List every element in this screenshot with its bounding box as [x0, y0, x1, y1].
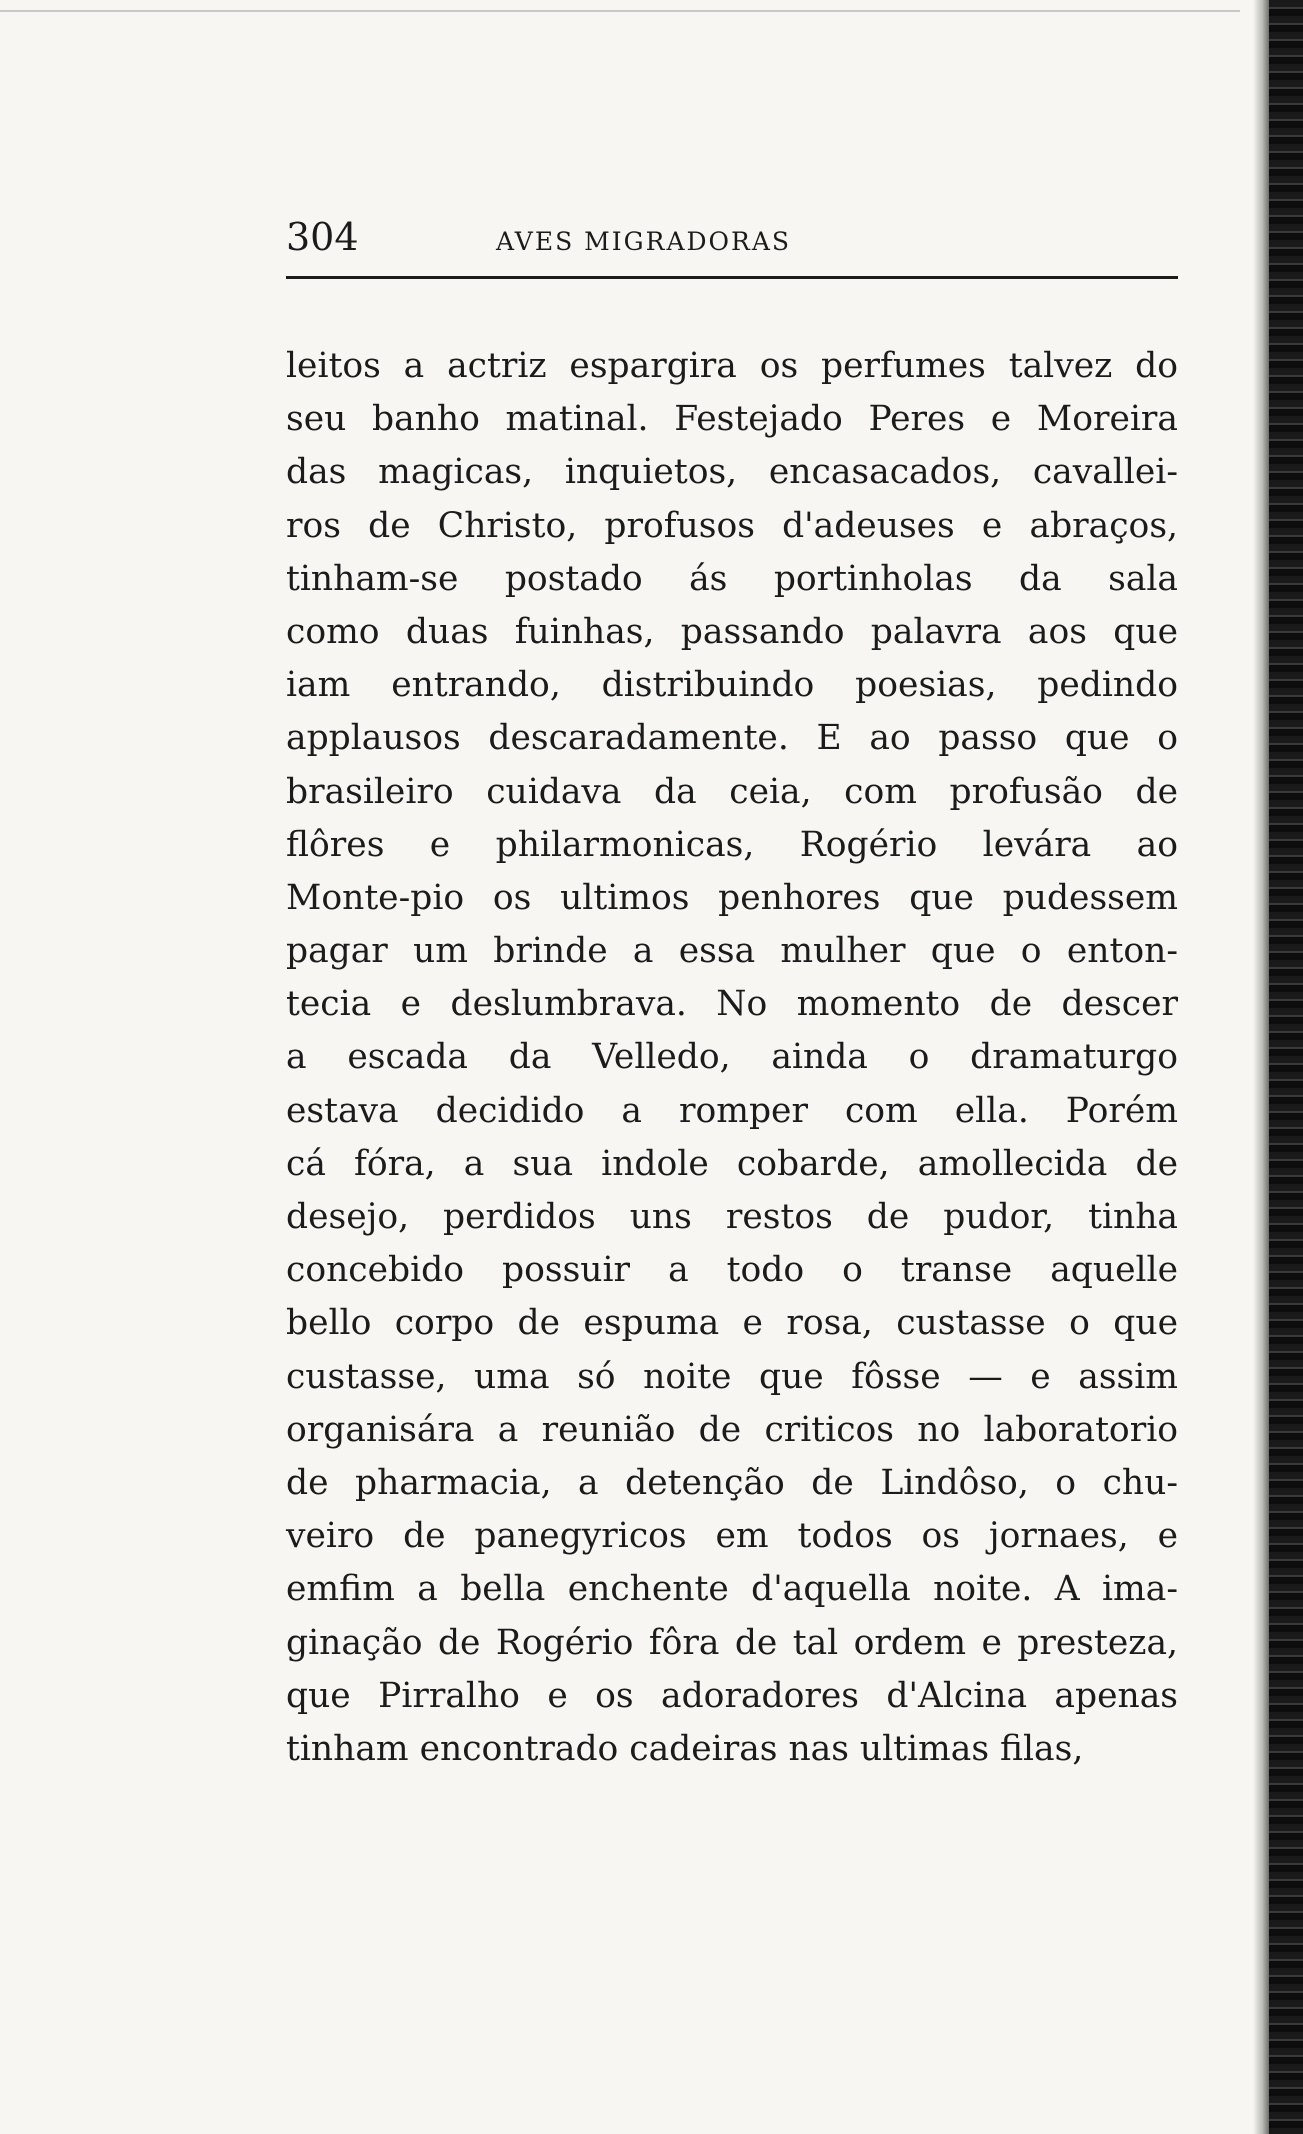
text-line: desejo, perdidos uns restos de pudor, tinha — [286, 1197, 1178, 1237]
text-line: a escada da Velledo, ainda o dramaturgo — [286, 1037, 1178, 1078]
text-line: leitos a actriz espargira os perfumes talvez do — [286, 346, 1178, 386]
text-line: emfim a bella enchente d'aquella noite. A ima- — [286, 1569, 1178, 1610]
text-line: pagar um brinde a essa mulher que o enton- — [286, 931, 1178, 972]
scan-top-edge — [0, 10, 1240, 12]
text-line: seu banho matinal. Festejado Peres e Moreira — [286, 399, 1178, 440]
text-line: iam entrando, distribuindo poesias, pedindo — [286, 665, 1178, 706]
header-rule — [286, 276, 1178, 279]
text-line: estava decidido a romper com ella. Porém — [286, 1090, 1178, 1131]
text-line: tinham encontrado cadeiras nas ultimas filas, — [286, 1728, 1084, 1769]
text-line: ginação de Rogério fôra de tal ordem e presteza, — [286, 1622, 1178, 1663]
text-line: brasileiro cuidava da ceia, com profusão de — [286, 771, 1178, 812]
running-title: AVES MIGRADORAS — [496, 227, 792, 256]
book-spine — [1269, 0, 1303, 2134]
text-line: bello corpo de espuma e rosa, custasse o que — [286, 1303, 1178, 1344]
text-line: como duas fuinhas, passando palavra aos que — [286, 611, 1178, 652]
text-line: que Pirralho e os adoradores d'Alcina apenas — [286, 1675, 1178, 1716]
text-line: custasse, uma só noite que fôsse — e assim — [286, 1356, 1178, 1397]
text-line: organisára a reunião de criticos no laboratorio — [286, 1409, 1178, 1450]
text-line: de pharmacia, a detenção de Lindôso, o chu- — [286, 1462, 1178, 1503]
text-line: tinham-se postado ás portinholas da sala — [286, 558, 1178, 599]
text-line: veiro de panegyricos em todos os jornaes, e — [286, 1516, 1178, 1557]
body-text — [286, 340, 1178, 1776]
text-line: Monte-pio os ultimos penhores que pudessem — [286, 877, 1178, 918]
text-line: concebido possuir a todo o transe aquelle — [286, 1250, 1178, 1291]
text-line: tecia e deslumbrava. No momento de descer — [286, 984, 1178, 1025]
text-line: applausos descaradamente. E ao passo que o — [286, 718, 1178, 759]
text-line: flôres e philarmonicas, Rogério levára ao — [286, 824, 1178, 865]
binding-shadow — [1253, 0, 1269, 2134]
text-line: das magicas, inquietos, encasacados, cavallei- — [286, 452, 1178, 493]
text-line: ros de Christo, profusos d'adeuses e abraços, — [286, 505, 1178, 546]
page-number: 304 — [286, 215, 359, 259]
text-line: cá fóra, a sua indole cobarde, amollecida de — [286, 1143, 1178, 1184]
page-header — [286, 212, 1178, 268]
